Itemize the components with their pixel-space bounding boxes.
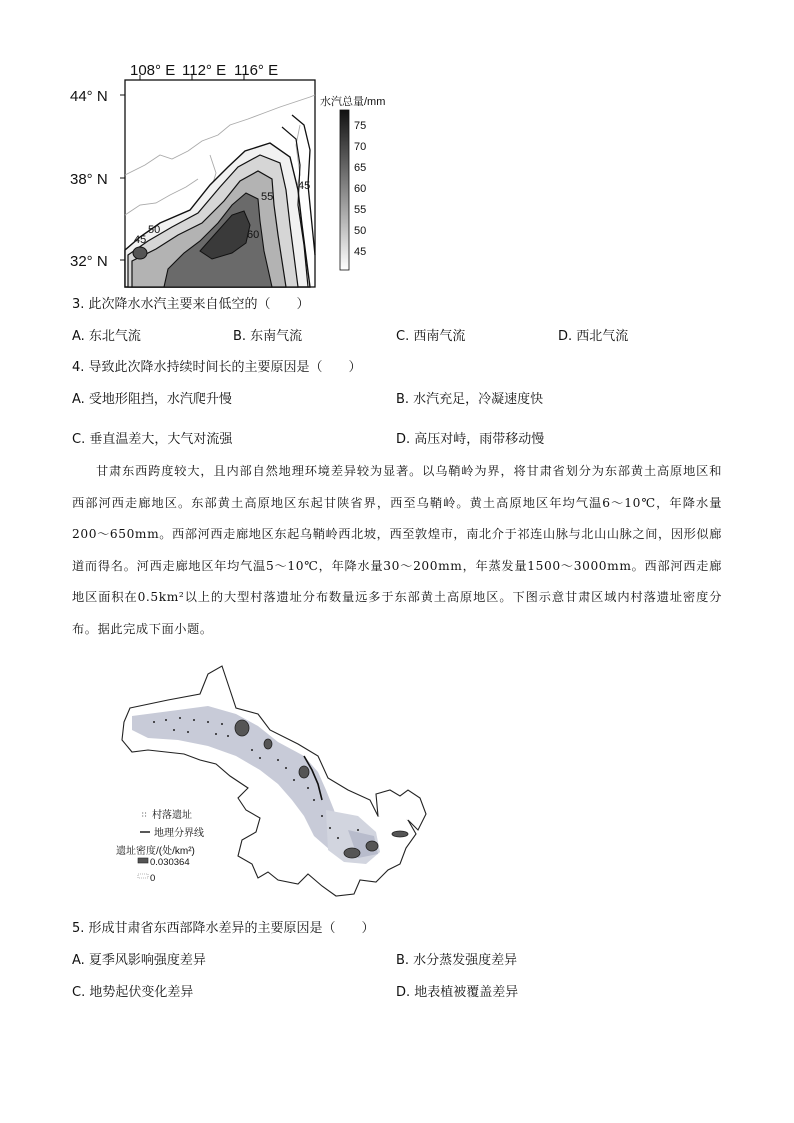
legend-ruins: 村落遗址 [152,810,192,821]
contour-label-45-west: 45 [134,234,147,246]
legend-boundary: 地理分界线 [154,828,204,839]
contour-label-60: 60 [247,229,260,241]
q3-option-d[interactable]: D. 西北气流 [558,329,629,344]
lat-label-44: 44° N [70,88,108,105]
q4-option-a[interactable]: A. 受地形阻挡，水汽爬升慢 [72,392,232,407]
q3-option-a[interactable]: A. 东北气流 [72,329,141,344]
lon-label-108: 108° E [130,62,176,79]
q4-option-d[interactable]: D. 高压对峙，雨带移动慢 [396,432,545,447]
legend-tick-45: 45 [354,246,367,258]
contour-label-45-east: 45 [298,180,311,192]
legend-title: 水汽总量/mm [320,96,386,108]
q3-option-b[interactable]: B. 东南气流 [233,329,303,344]
contour-label-50: 50 [148,224,161,236]
lat-label-32: 32° N [70,253,108,270]
q5-option-c[interactable]: C. 地势起伏变化差异 [72,985,194,1000]
reading-passage: 甘肃东西跨度较大，且内部自然地理环境差异较为显著。以乌鞘岭为界，将甘肃省划分为东部黄土高原地区和西部河西走廊地区。东部黄土高原地区东起甘陕省界，西至乌鞘岭。黄土高原地区年均气温6～10℃，年降水量200～650mm。西部河西走廊地区东起乌鞘岭西北坡，西至敦煌市，南北介于祁连山脉与北山山脉之间，因形似廊道而得名。河西走廊地区年均气温5～10℃，年降水量30～200mm，年蒸发量1500～3000mm。西部河西走廊地区面积在0.5km²以上的大型村落遗址分布数量远多于东部黄土高原地区。下图示意甘肃区域内村落遗址密度分布。据此完成下面小题。 [72,464,722,636]
gansu-ruins-map [108,660,548,905]
legend-tick-55: 55 [354,204,367,216]
q4-option-b[interactable]: B. 水汽充足，冷凝速度快 [396,392,544,407]
question-3-stem: 3. 此次降水水汽主要来自低空的（ ） [72,297,310,312]
legend-tick-75: 75 [354,120,367,132]
lon-label-116: 116° E [234,62,279,79]
legend-density-title: 遗址密度/(处/km²) [116,846,195,857]
map2-legend [116,808,204,884]
q3-option-c[interactable]: C. 西南气流 [396,329,466,344]
lat-label-38: 38° N [70,171,108,188]
q5-option-b[interactable]: B. 水分蒸发强度差异 [396,953,518,968]
legend-density-high: 0.030364 [150,857,190,868]
legend-tick-50: 50 [354,225,367,237]
legend-tick-65: 65 [354,162,367,174]
lon-label-112: 112° E [182,62,227,79]
legend-tick-60: 60 [354,183,367,195]
q5-option-d[interactable]: D. 地表植被覆盖差异 [396,985,519,1000]
legend-colorbar [340,110,349,270]
q5-option-a[interactable]: A. 夏季风影响强度差异 [72,953,206,968]
svg-text:∷: ∷ [142,812,147,819]
q4-option-c[interactable]: C. 垂直温差大，大气对流强 [72,432,233,447]
contour-label-55: 55 [261,191,274,203]
water-vapor-map [60,55,410,295]
question-5-stem: 5. 形成甘肃省东西部降水差异的主要原因是（ ） [72,921,375,936]
legend-density-low: 0 [150,873,156,884]
legend-tick-70: 70 [354,141,367,153]
question-4-stem: 4. 导致此次降水持续时间长的主要原因是（ ） [72,360,362,375]
